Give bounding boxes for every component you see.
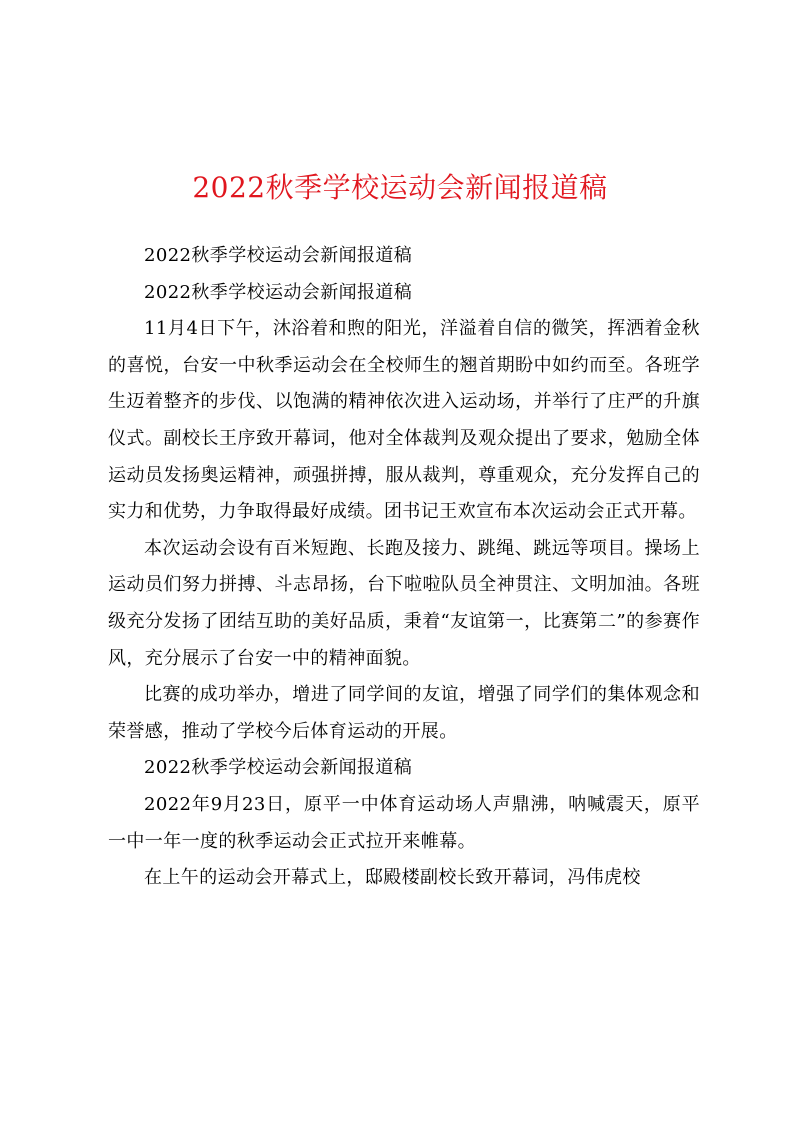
paragraph-conclusion: 比赛的成功举办，增进了同学间的友谊，增强了同学们的集体观念和荣誉感，推动了学校今后体育运动的开展。 — [108, 684, 700, 742]
paragraph-subtitle-2: 2022秋季学校运动会新闻报道稿 — [144, 281, 413, 303]
paragraph-subtitle-1: 2022秋季学校运动会新闻报道稿 — [144, 245, 413, 266]
document-body — [108, 238, 700, 897]
paragraph-second-report: 2022年9月23日，原平一中体育运动场人声鼎沸，呐喊震天，原平一中一年一度的秋季运动会正式拉开来帷幕。 — [108, 793, 700, 852]
paragraph-events: 本次运动会设有百米短跑、长跑及接力、跳绳、跳远等项目。操场上运动员们努力拼搏、斗志昂扬，台下啦啦队员全神贯注、文明加油。各班级充分发扬了团结互助的美好品质，秉着“友谊第一，比赛第二”的参赛作风，充分展示了台安一中的精神面貌。 — [108, 537, 700, 669]
paragraph-subtitle-3: 2022秋季学校运动会新闻报道稿 — [144, 757, 413, 779]
document-title: 2022秋季学校运动会新闻报道稿 — [192, 171, 608, 204]
paragraph-opening: 11月4日下午，沐浴着和煦的阳光，洋溢着自信的微笑，挥洒着金秋的喜悦，台安一中秋季运动会在全校师生的翘首期盼中如约而至。各班学生迈着整齐的步伐、以饱满的精神依次进入运动场，并举行了庄严的升旗仪式。副校长王序致开幕词，他对全体裁判及观众提出了要求，勉励全体运动员发扬奥运精神，顽强拼搏，服从裁判，尊重观众，充分发挥自己的实力和优势，力争取得最好成绩。团书记王欢宣布本次运动会正式开幕。 — [108, 318, 700, 523]
paragraph-ceremony: 在上午的运动会开幕式上，邸殿楼副校长致开幕词，冯伟虎校 — [144, 867, 641, 889]
